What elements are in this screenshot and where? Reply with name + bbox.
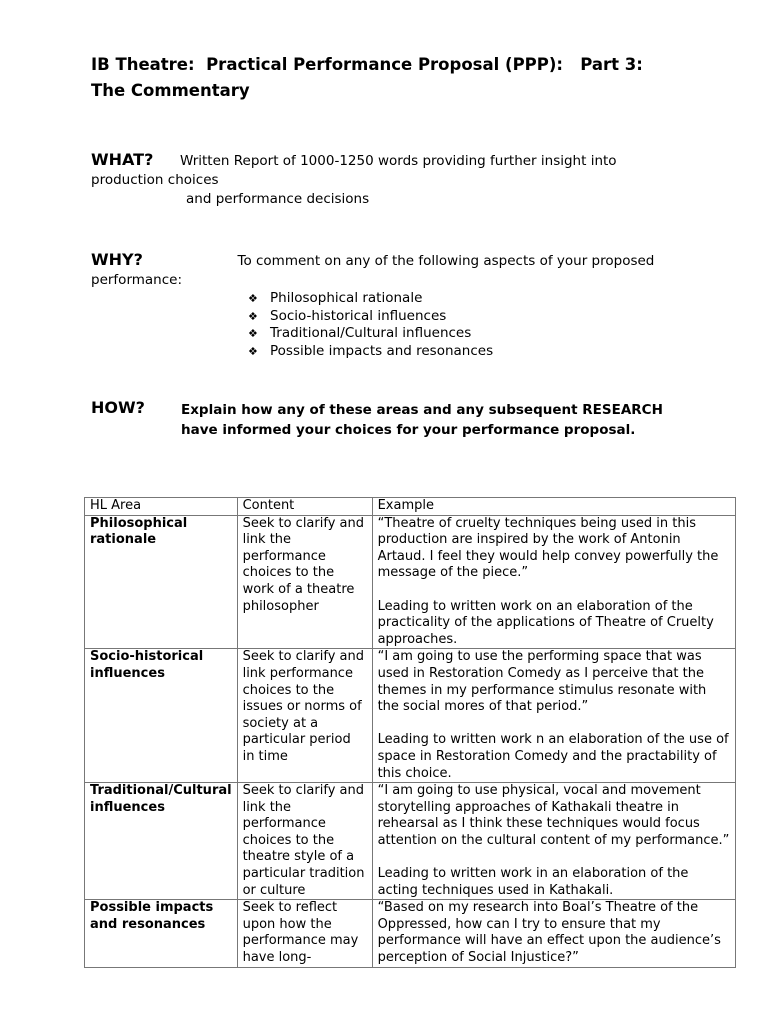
- example-quote: “I am going to use physical, vocal and movement storytelling approaches of Kathakali theatre in rehearsal as I think these techniques would focus attention on the cultural content of my performance.”: [377, 783, 730, 848]
- example-quote: “Based on my research into Boal’s Theatre of the Oppressed, how can I try to ensure that my performance will have an effect upon the audience’s perception of Social Injustice?”: [377, 900, 721, 966]
- list-item: ❖ Philosophical rationale: [248, 290, 423, 306]
- row-example: [372, 783, 735, 900]
- how-label: HOW?: [91, 398, 145, 417]
- why-label: WHY?: [91, 250, 143, 269]
- table-row: [85, 515, 736, 649]
- row-area: Possible impacts and resonances: [85, 900, 238, 967]
- header-hl-area: HL Area: [85, 498, 238, 516]
- table-row: [85, 649, 736, 783]
- table-row: [85, 900, 736, 967]
- header-content: Content: [237, 498, 372, 516]
- row-content: Seek to clarify and link the performance choices to the theatre style of a particular tradition or culture: [237, 783, 372, 900]
- diamond-bullet-icon: ❖: [248, 292, 258, 305]
- list-item: ❖ Traditional/Cultural influences: [248, 325, 472, 341]
- why-section: [91, 250, 731, 290]
- row-example: [372, 515, 735, 649]
- what-section: [91, 150, 731, 209]
- row-area: Socio-historical influences: [85, 649, 238, 783]
- row-content: Seek to clarify and link performance choices to the issues or norms of society at a particular period in time: [237, 649, 372, 783]
- title-line-2: The Commentary: [91, 81, 250, 100]
- page-title: [91, 52, 731, 104]
- row-area: Traditional/Cultural influences: [85, 783, 238, 900]
- why-text-b: performance:: [91, 272, 183, 288]
- row-content: Seek to reflect upon how the performance may have long-: [237, 900, 372, 967]
- what-text-c: and performance decisions: [186, 191, 370, 207]
- row-content: Seek to clarify and link the performance choices to the work of a theatre philosopher: [237, 515, 372, 649]
- example-note: Leading to written work n an elaboration of the use of space in Restoration Comedy and the practability of this choice.: [377, 732, 729, 781]
- example-quote: “I am going to use the performing space that was used in Restoration Comedy as I perceive that the themes in my performance stimulus resonate with the social mores of that period.”: [377, 649, 707, 715]
- what-text-b: production choices: [91, 172, 219, 188]
- diamond-bullet-icon: ❖: [248, 309, 258, 323]
- list-item: ❖ Possible impacts and resonances: [248, 342, 494, 359]
- why-text-a: To comment on any of the following aspects of your proposed: [237, 253, 655, 269]
- example-note: Leading to written work in an elaboration of the acting techniques used in Kathakali.: [377, 866, 689, 898]
- how-text: Explain how any of these areas and any subsequent RESEARCH have informed your choices for your performance proposal.: [181, 402, 663, 438]
- example-quote: “Theatre of cruelty techniques being used in this production are inspired by the work of Antonin Artaud. I feel they would help convey powerfully the message of the piece.”: [377, 515, 719, 581]
- diamond-bullet-icon: ❖: [248, 327, 258, 340]
- aspects-list: [248, 290, 493, 360]
- what-label: WHAT?: [91, 150, 154, 169]
- header-example: Example: [372, 498, 735, 516]
- hl-area-table: [84, 497, 736, 968]
- table-row: [85, 783, 736, 900]
- table-header-row: [85, 498, 736, 516]
- diamond-bullet-icon: ❖: [248, 344, 258, 358]
- row-area: Philosophical rationale: [85, 515, 238, 649]
- what-text-a: Written Report of 1000-1250 words providing further insight into: [179, 153, 617, 169]
- row-example: [372, 900, 735, 967]
- row-example: [372, 649, 735, 783]
- list-item: ❖ Socio-historical influences: [248, 307, 447, 324]
- example-note: Leading to written work on an elaboration of the practicality of the applications of Theatre of Cruelty approaches.: [377, 598, 714, 647]
- title-line-1: IB Theatre: Practical Performance Proposal (PPP): Part 3:: [91, 55, 643, 74]
